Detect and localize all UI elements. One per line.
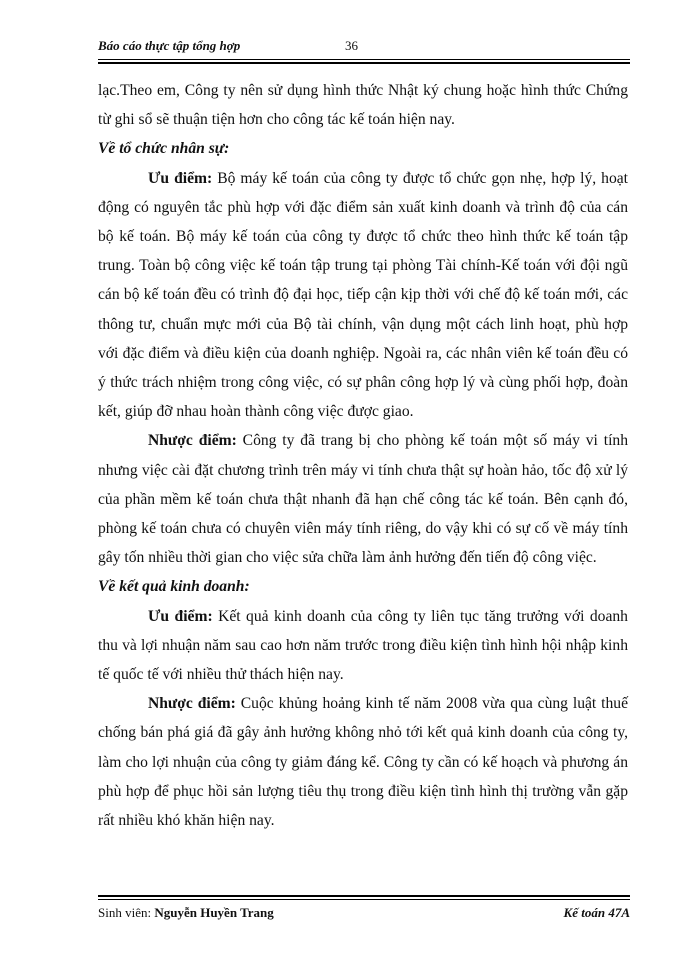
advantage-text: Kết quả kinh doanh của công ty liên tục tăng trưởng với doanh thu và lợi nhuận năm sau cao hơn năm trước trong điều kiện tình hình hội nhập kinh tế quốc tế với nhiều thử thách hiện nay. <box>98 607 628 684</box>
business-advantage-paragraph <box>98 602 628 690</box>
business-disadvantage-paragraph <box>98 689 628 835</box>
personnel-disadvantage-paragraph <box>98 426 628 572</box>
disadvantage-text: Cuộc khủng hoảng kinh tế năm 2008 vừa qua cùng luật thuế chống bán phá giá đã gây ảnh hưởng không nhỏ tới kết quả kinh doanh của công ty, làm cho lợi nhuận của công ty giảm đáng kể. Công ty cần có kế hoạch và phương án phù hợp để phục hồi sản lượng tiêu thụ trong điều kiện tình hình thị trường vẫn gặp rất nhiều khó khăn hiện nay. <box>98 695 629 830</box>
section-heading-personnel: Về tổ chức nhân sự: <box>98 140 230 158</box>
page-header <box>98 38 630 58</box>
section-heading-business: Về kết quả kinh doanh: <box>98 578 250 596</box>
advantage-label: Ưu điểm: <box>148 169 213 187</box>
disadvantage-label: Nhược điểm: <box>148 432 237 450</box>
page-content <box>98 76 628 835</box>
intro-paragraph: lạc.Theo em, Công ty nên sử dụng hình thức Nhật ký chung hoặc hình thức Chứng từ ghi sổ sẽ thuận tiện hơn cho công tác kế toán hiện nay. <box>98 82 628 129</box>
footer-rule-thin <box>98 899 630 900</box>
personnel-advantage-paragraph <box>98 164 628 427</box>
class-name: Kế toán 47A <box>563 905 630 920</box>
header-rule-thick <box>98 62 630 64</box>
footer-rule-thick <box>98 895 630 897</box>
disadvantage-text: Công ty đã trang bị cho phòng kế toán một số máy vi tính nhưng việc cài đặt chương trình trên máy vi tính chưa thật sự hoàn hảo, tốc độ xử lý của phần mềm kế toán chưa thật nhanh đã hạn chế công tác kế toán. Bên cạnh đó, phòng kế toán chưa có chuyên viên máy tính riêng, do vậy khi có sự cố về máy tính gây tốn nhiều thời gian cho việc sửa chữa làm ảnh hưởng đến tiến độ công việc. <box>98 432 628 567</box>
advantage-label: Ưu điểm: <box>148 607 213 625</box>
student-name: Nguyễn Huyền Trang <box>154 905 274 920</box>
student-label: Sinh viên: <box>98 905 155 920</box>
student-info <box>98 905 274 921</box>
header-rule-thin <box>98 59 630 60</box>
page-number: 36 <box>345 38 358 53</box>
disadvantage-label: Nhược điểm: <box>148 695 236 713</box>
advantage-text: Bộ máy kế toán của công ty được tổ chức gọn nhẹ, hợp lý, hoạt động có nguyên tắc phù hợp với đặc điểm sản xuất kinh doanh và trình độ của cán bộ kế toán. Bộ máy kế toán của công ty được tổ chức theo hình thức kế toán tập trung. Toàn bộ công việc kế toán tập trung tại phòng Tài chính-Kế toán với đội ngũ cán bộ kế toán đều có trình độ đại học, tiếp cận kịp thời với chế độ kế toán mới, các thông tư, chuẩn mực mới của Bộ tài chính, vận dụng một cách linh hoạt, phù hợp với đặc điểm và điều kiện của doanh nghiệp. Ngoài ra, các nhân viên kế toán đều có ý thức trách nhiệm trong công việc, có sự phân công hợp lý và cùng phối hợp, đoàn kết, giúp đỡ nhau hoàn thành công việc được giao. <box>98 169 629 421</box>
page-footer <box>98 905 630 925</box>
report-title: Báo cáo thực tập tổng hợp <box>98 38 241 53</box>
